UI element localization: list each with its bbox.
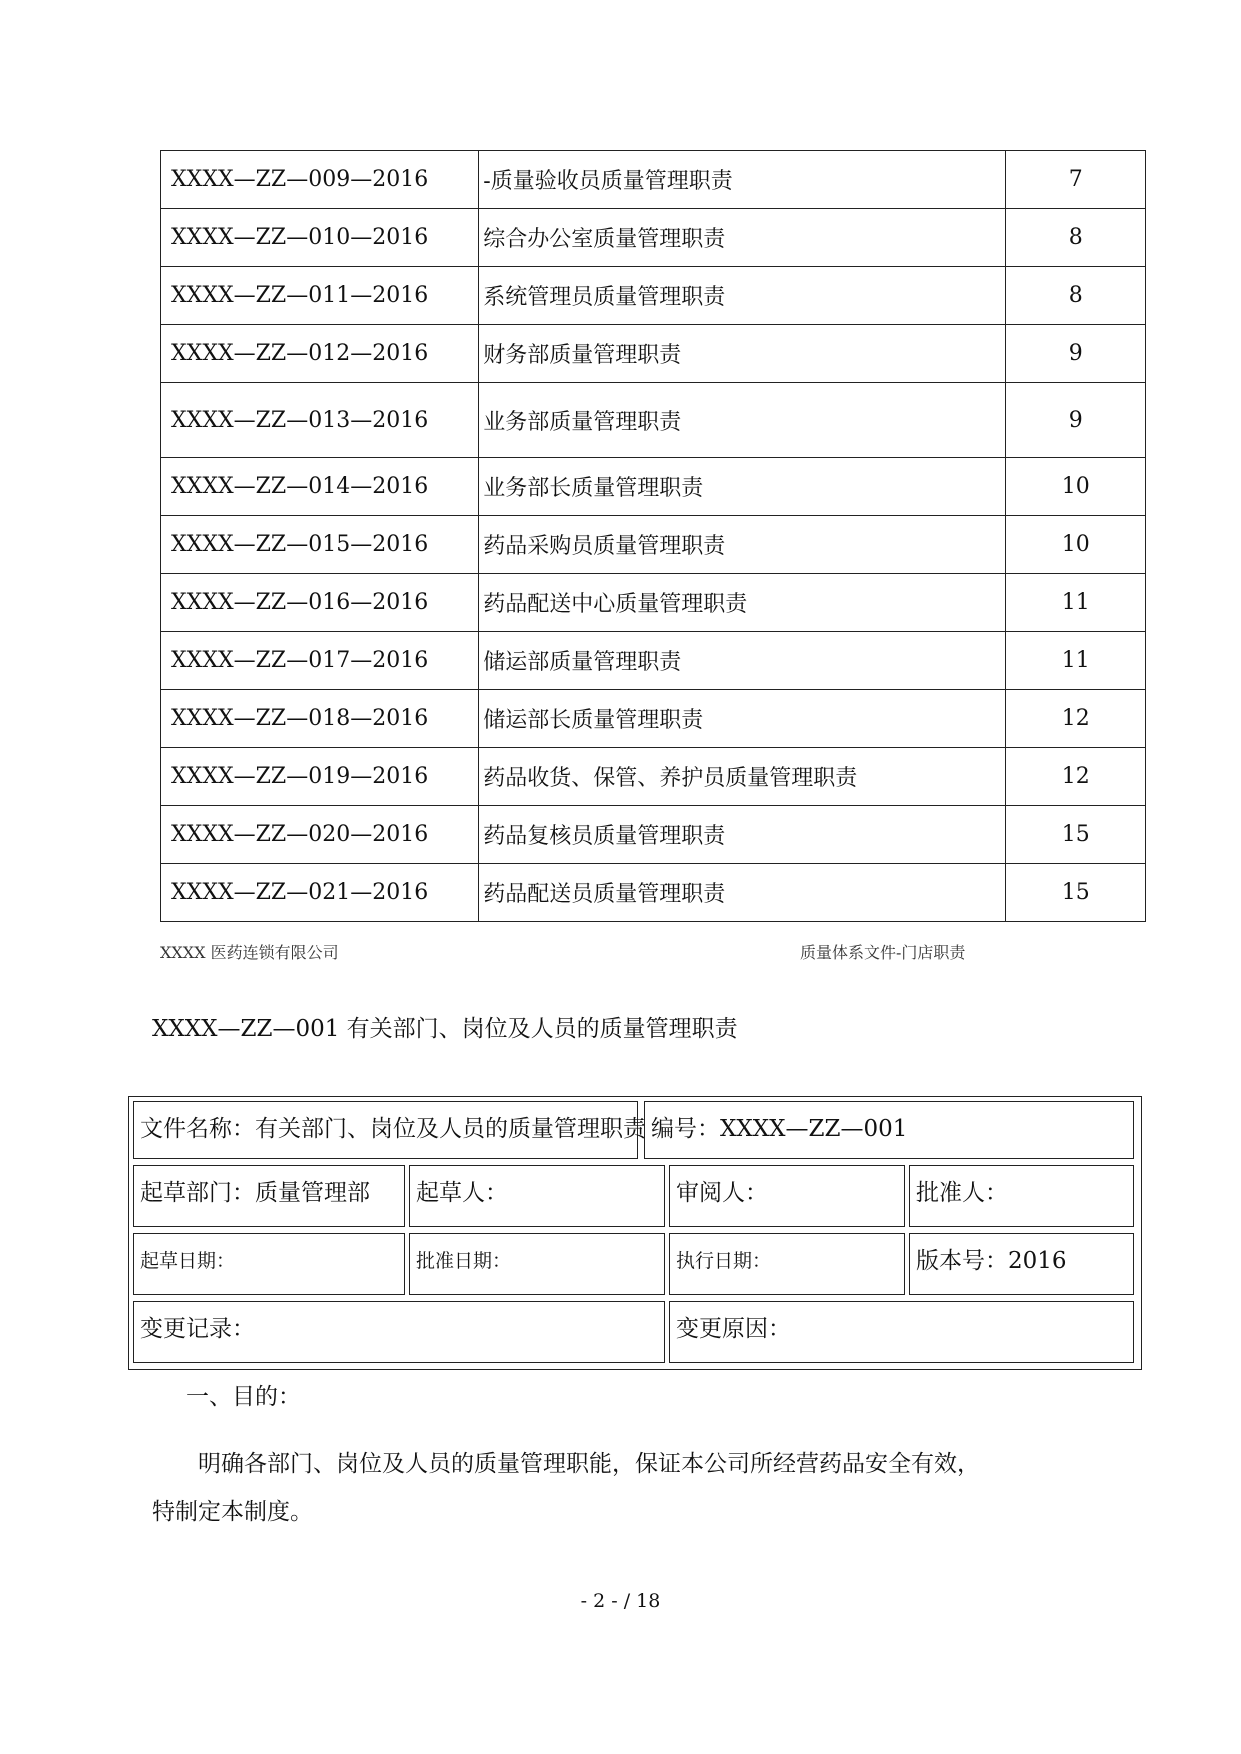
document-meta-table xyxy=(128,1096,1142,1370)
toc-row xyxy=(161,267,1146,325)
toc-table xyxy=(160,150,1146,922)
toc-code: XXXX—ZZ—012—2016 xyxy=(161,325,479,383)
toc-row xyxy=(161,209,1146,267)
toc-code: XXXX—ZZ—009—2016 xyxy=(161,151,479,209)
toc-row xyxy=(161,864,1146,922)
toc-code: XXXX—ZZ—021—2016 xyxy=(161,864,479,922)
meta-change-reason: 变更原因： xyxy=(669,1301,1134,1363)
toc-page: 10 xyxy=(1006,458,1146,516)
document-title: XXXX—ZZ—001 有关部门、岗位及人员的质量管理职责 xyxy=(152,1016,738,1042)
header-doc-type: 质量体系文件-门店职责 xyxy=(800,943,966,962)
section-paragraph xyxy=(152,1440,1052,1536)
toc-code: XXXX—ZZ—019—2016 xyxy=(161,748,479,806)
toc-page: 8 xyxy=(1006,267,1146,325)
meta-draft-dept: 起草部门：质量管理部 xyxy=(133,1165,405,1227)
toc-row xyxy=(161,574,1146,632)
toc-title: 药品配送中心质量管理职责 xyxy=(479,574,1006,632)
meta-version: 版本号：2016 xyxy=(909,1233,1134,1295)
toc-row xyxy=(161,690,1146,748)
header-company: XXXX 医药连锁有限公司 xyxy=(160,943,339,962)
toc-row xyxy=(161,325,1146,383)
meta-draft-date: 起草日期： xyxy=(133,1233,405,1295)
toc-page: 7 xyxy=(1006,151,1146,209)
toc-code: XXXX—ZZ—010—2016 xyxy=(161,209,479,267)
toc-code: XXXX—ZZ—013—2016 xyxy=(161,383,479,458)
toc-code: XXXX—ZZ—017—2016 xyxy=(161,632,479,690)
toc-title: 药品采购员质量管理职责 xyxy=(479,516,1006,574)
toc-title: 综合办公室质量管理职责 xyxy=(479,209,1006,267)
meta-exec-date: 执行日期： xyxy=(669,1233,905,1295)
toc-title: 业务部质量管理职责 xyxy=(479,383,1006,458)
meta-reviewer: 审阅人： xyxy=(669,1165,905,1227)
toc-page: 11 xyxy=(1006,574,1146,632)
page-number: - 2 - / 18 xyxy=(580,1590,661,1612)
toc-title: 药品收货、保管、养护员质量管理职责 xyxy=(479,748,1006,806)
toc-code: XXXX—ZZ—020—2016 xyxy=(161,806,479,864)
toc-page: 11 xyxy=(1006,632,1146,690)
toc-title: 储运部质量管理职责 xyxy=(479,632,1006,690)
meta-change-record: 变更记录： xyxy=(133,1301,665,1363)
toc-title: 储运部长质量管理职责 xyxy=(479,690,1006,748)
toc-page: 8 xyxy=(1006,209,1146,267)
toc-row xyxy=(161,748,1146,806)
toc-body xyxy=(161,151,1146,922)
toc-row xyxy=(161,151,1146,209)
toc-code: XXXX—ZZ—014—2016 xyxy=(161,458,479,516)
section-heading: 一、目的： xyxy=(186,1384,301,1410)
toc-code: XXXX—ZZ—018—2016 xyxy=(161,690,479,748)
meta-number: 编号：XXXX—ZZ—001 xyxy=(644,1101,1134,1159)
toc-page: 9 xyxy=(1006,325,1146,383)
meta-approve-date: 批准日期： xyxy=(409,1233,665,1295)
meta-drafter: 起草人： xyxy=(409,1165,665,1227)
toc-code: XXXX—ZZ—011—2016 xyxy=(161,267,479,325)
toc-title: 药品配送员质量管理职责 xyxy=(479,864,1006,922)
paragraph-line-2: 特制定本制度。 xyxy=(152,1499,313,1525)
toc-title: 财务部质量管理职责 xyxy=(479,325,1006,383)
meta-approver: 批准人： xyxy=(909,1165,1134,1227)
toc-row xyxy=(161,632,1146,690)
toc-page: 12 xyxy=(1006,748,1146,806)
toc-page: 10 xyxy=(1006,516,1146,574)
toc-page: 15 xyxy=(1006,864,1146,922)
toc-row xyxy=(161,458,1146,516)
toc-page: 15 xyxy=(1006,806,1146,864)
toc-code: XXXX—ZZ—015—2016 xyxy=(161,516,479,574)
toc-row xyxy=(161,806,1146,864)
paragraph-line-1: 明确各部门、岗位及人员的质量管理职能，保证本公司所经营药品安全有效， xyxy=(198,1451,980,1477)
toc-title: 药品复核员质量管理职责 xyxy=(479,806,1006,864)
meta-file-name: 文件名称：有关部门、岗位及人员的质量管理职责 xyxy=(133,1101,638,1159)
toc-page: 9 xyxy=(1006,383,1146,458)
toc-row xyxy=(161,383,1146,458)
toc-row xyxy=(161,516,1146,574)
toc-title: 系统管理员质量管理职责 xyxy=(479,267,1006,325)
toc-page: 12 xyxy=(1006,690,1146,748)
toc-title: -质量验收员质量管理职责 xyxy=(479,151,1006,209)
toc-title: 业务部长质量管理职责 xyxy=(479,458,1006,516)
toc-code: XXXX—ZZ—016—2016 xyxy=(161,574,479,632)
